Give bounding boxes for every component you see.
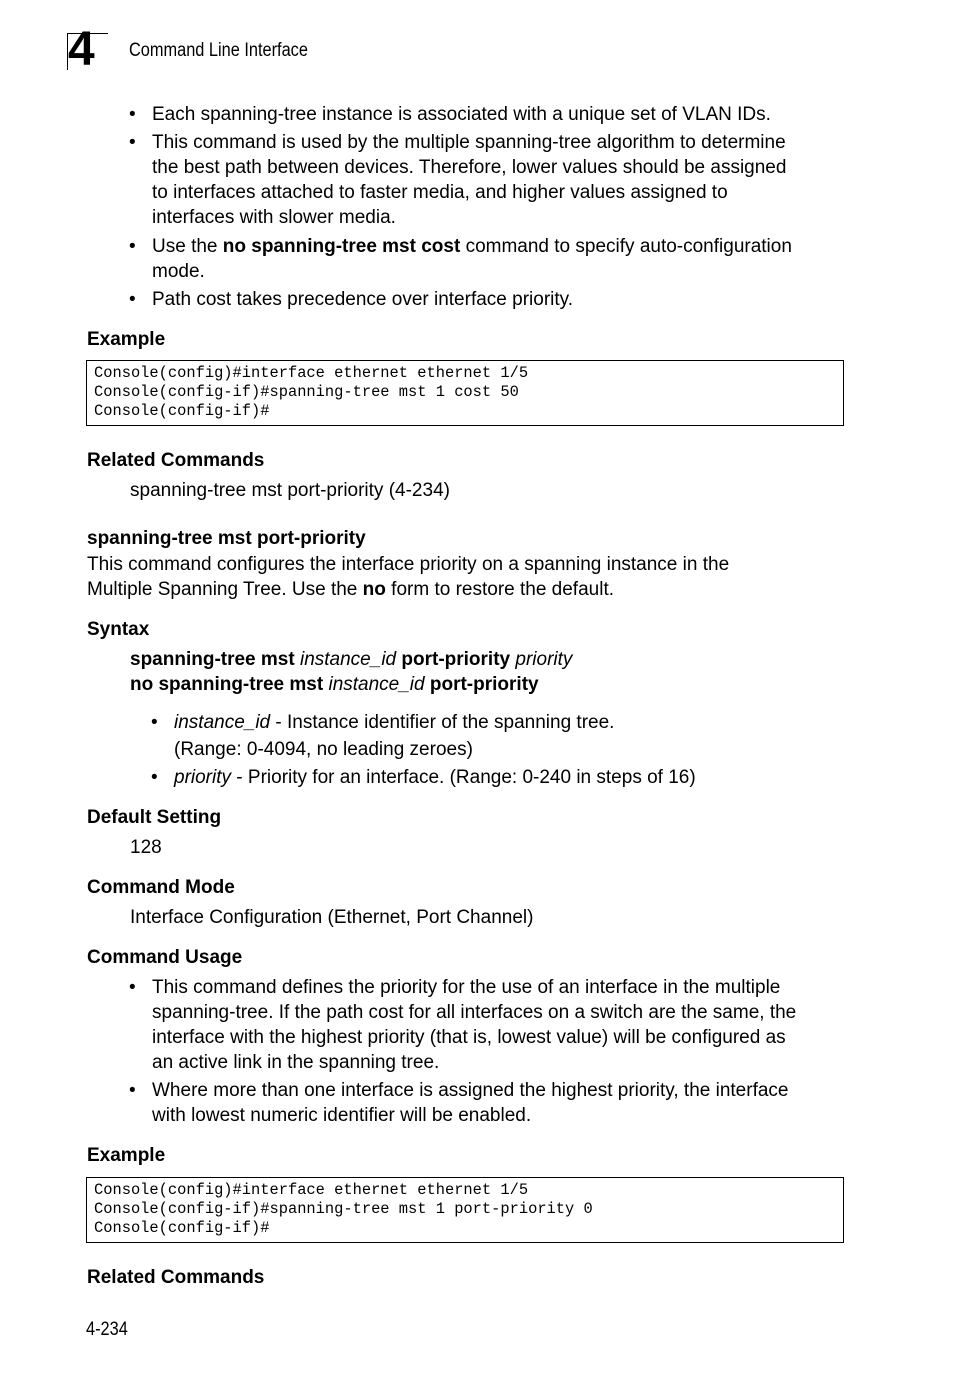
code-line: Console(config-if)#spanning-tree mst 1 port-priority 0	[94, 1200, 593, 1218]
syntax-line: no spanning-tree mst instance_id port-priority	[130, 674, 539, 695]
command-description: This command configures the interface priority on a spanning instance in the Multiple Spanning Tree. Use the no form to restore the default.	[87, 554, 730, 600]
parameter-item: • priority - Priority for an interface. (Range: 0-240 in steps of 16)	[151, 767, 696, 788]
code-block	[86, 1177, 844, 1243]
section-heading: Syntax	[87, 619, 150, 640]
bullet-icon: •	[129, 289, 136, 310]
section-heading: Command Usage	[87, 947, 243, 968]
command-mode-value: Interface Configuration (Ethernet, Port Channel)	[130, 907, 534, 928]
section-heading: Command Mode	[87, 877, 235, 898]
list-item: • Use the no spanning-tree mst cost command to specify auto-configuration mode.	[129, 236, 792, 282]
code-block	[86, 360, 844, 426]
section-heading: Related Commands	[87, 450, 265, 471]
section-heading: Example	[87, 329, 166, 350]
section-heading: Related Commands	[87, 1267, 265, 1288]
related-command-link[interactable]: spanning-tree mst port-priority (4-234)	[130, 480, 450, 501]
list-item: • This command defines the priority for the use of an interface in the multiple spanning-tree. If the path cost for all interfaces on a switch are the same, the interface with the highest priority (that is, lowest value) will be configured as an active link in the spanning tree.	[129, 977, 797, 1073]
command-title: spanning-tree mst port-priority	[87, 528, 366, 549]
bullet-icon: •	[129, 236, 136, 257]
chapter-number: 4	[68, 23, 94, 76]
code-line: Console(config-if)#	[94, 1219, 270, 1237]
section-heading: Example	[87, 1145, 166, 1166]
section-heading: Default Setting	[87, 807, 222, 828]
bullet-icon: •	[129, 1080, 136, 1101]
list-item: • Each spanning-tree instance is associated with a unique set of VLAN IDs.	[129, 104, 771, 125]
code-line: Console(config)#interface ethernet ethernet 1/5	[94, 364, 529, 382]
syntax-line: spanning-tree mst instance_id port-priority priority	[130, 649, 573, 670]
list-item: • Where more than one interface is assigned the highest priority, the interface with lowest numeric identifier will be enabled.	[129, 1080, 789, 1126]
inline-command: no spanning-tree mst cost	[222, 236, 461, 257]
default-value: 128	[130, 837, 162, 858]
parameter-item: • instance_id - Instance identifier of the spanning tree. (Range: 0-4094, no leading zeroes)	[151, 712, 615, 760]
code-line: Console(config)#interface ethernet ethernet 1/5	[94, 1181, 529, 1199]
running-header-title: Command Line Interface	[129, 40, 308, 61]
bullet-icon: •	[129, 104, 136, 125]
bullet-icon: •	[151, 712, 158, 733]
bullet-icon: •	[129, 132, 136, 153]
code-line: Console(config-if)#spanning-tree mst 1 cost 50	[94, 383, 519, 401]
list-item: • This command is used by the multiple spanning-tree algorithm to determine the best path between devices. Therefore, lower values should be assigned to interfaces attached to faster media, and higher values assigned to interfaces with slower media.	[129, 132, 787, 228]
list-item: • Path cost takes precedence over interface priority.	[129, 289, 574, 310]
bullet-icon: •	[129, 977, 136, 998]
code-line: Console(config-if)#	[94, 402, 270, 420]
page-number: 4-234	[86, 1319, 128, 1340]
bullet-icon: •	[151, 767, 158, 788]
